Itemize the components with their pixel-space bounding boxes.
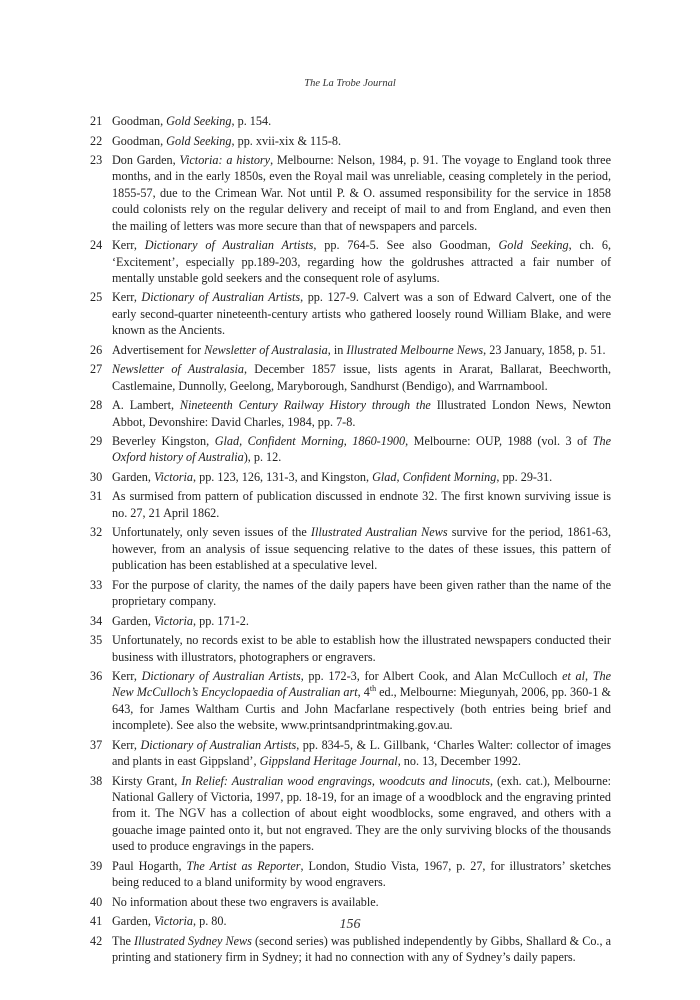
endnote-number: 38 xyxy=(90,773,103,788)
endnote-number: 25 xyxy=(90,290,103,305)
endnote-text: Garden, Victoria, pp. 123, 126, 131-3, and Kingston, Glad, Confident Morning, pp. 29-31. xyxy=(112,469,553,484)
endnote-35 xyxy=(90,632,611,665)
endnote-27 xyxy=(90,361,611,394)
endnote-24 xyxy=(90,237,611,286)
endnote-text: Don Garden, Victoria: a history, Melbourne: Nelson, 1984, p. 91. The voyage to England took three months, and in the early 1850s, even the Royal mail was unreliable, ceasing completely in the period, 1855-57, due to the Crimean War. Not until P. & O. assumed responsibility for the service in 1858 could colonists rely on the regular delivery and receipt of mail to and from England, and even then the mailing of letters was more secure than that of newspapers and parcels. xyxy=(112,153,611,233)
endnote-text: Beverley Kingston, Glad, Confident Morning, 1860-1900, Melbourne: OUP, 1988 (vol. 3 of The Oxford history of Australia), p. 12. xyxy=(112,434,611,465)
endnote-32 xyxy=(90,524,611,573)
endnote-number: 30 xyxy=(90,469,103,484)
endnote-text: Garden, Victoria, p. 80. xyxy=(112,914,227,929)
endnote-31 xyxy=(90,488,611,521)
endnote-38 xyxy=(90,773,611,855)
endnote-text: Kirsty Grant, In Relief: Australian wood engravings, woodcuts and linocuts, (exh. cat.), Melbourne: National Gallery of Victoria, 1997, pp. 18-19, for an image of a woodblock and the engraving printed from it. The NGV has a collection of about eight woodblocks, some engraved, and others with a gouache image painted onto it, but not engraved. They are the only surviving blocks of the thousands used to produce engravings in the papers. xyxy=(112,773,611,854)
endnote-text: Goodman, Gold Seeking, pp. xvii-xix & 115-8. xyxy=(112,133,342,148)
endnote-text: The Illustrated Sydney News (second series) was published independently by Gibbs, Shallard & Co., a printing and stationery firm in Sydney; it had no connection with any of Sydney’s daily papers. xyxy=(112,933,611,965)
endnote-text: Newsletter of Australasia, December 1857 issue, lists agents in Ararat, Ballarat, Beechworth, Castlemaine, Dunnolly, Geelong, Maryborough, Sandhurst (Bendigo), and Warrnambool. xyxy=(112,362,611,393)
endnote-37 xyxy=(90,737,611,770)
endnote-29 xyxy=(90,433,611,466)
endnote-33 xyxy=(90,577,611,610)
endnote-number: 24 xyxy=(90,238,103,253)
endnote-number: 29 xyxy=(90,434,103,449)
endnote-number: 42 xyxy=(90,933,103,948)
endnote-text: No information about these two engravers is available. xyxy=(112,894,379,909)
endnote-number: 36 xyxy=(90,669,103,683)
endnote-39 xyxy=(90,858,611,891)
endnote-number: 26 xyxy=(90,342,103,357)
endnote-text: Unfortunately, only seven issues of the Illustrated Australian News survive for the period, 1861-63, however, from an analysis of issue sequencing relative to the dates of these issues, this pattern of publication has been established at a speculative level. xyxy=(112,525,611,573)
endnote-text: Kerr, Dictionary of Australian Artists, pp. 764-5. See also Goodman, Gold Seeking, ch. 6, ‘Excitement’, especially pp.189-203, regarding how the goldrushes attracted a fair number of mentally unstable gold seekers and the consequent role of asylums. xyxy=(112,238,611,285)
endnote-text: Garden, Victoria, pp. 171-2. xyxy=(112,613,249,628)
endnote-number: 27 xyxy=(90,362,103,377)
endnote-number: 37 xyxy=(90,737,103,752)
endnote-40 xyxy=(90,894,611,910)
endnote-number: 22 xyxy=(90,133,103,148)
endnote-number: 32 xyxy=(90,525,103,540)
endnote-text: For the purpose of clarity, the names of the daily papers have been given rather than the name of the proprietary company. xyxy=(112,577,611,609)
endnote-21 xyxy=(90,113,611,129)
endnote-number: 39 xyxy=(90,858,103,873)
endnote-28 xyxy=(90,397,611,430)
endnote-26 xyxy=(90,342,611,358)
endnote-number: 31 xyxy=(90,489,103,504)
endnote-22 xyxy=(90,133,611,149)
endnote-text: Advertisement for Newsletter of Australasia, in Illustrated Melbourne News, 23 January, 1858, p. 51. xyxy=(112,342,606,357)
endnote-text: Kerr, Dictionary of Australian Artists, pp. 834-5, & L. Gillbank, ‘Charles Walter: collector of images and plants in east Gippsland’, Gippsland Heritage Journal, no. 13, December 1992. xyxy=(112,737,611,769)
endnote-number: 33 xyxy=(90,577,103,592)
endnote-25 xyxy=(90,289,611,338)
endnote-text: Kerr, Dictionary of Australian Artists, pp. 172-3, for Albert Cook, and Alan McCulloch et al, The New McCulloch’s Encyclopaedia of Australian art, 4th ed., Melbourne: Miegunyah, 2006, pp. 360-1 & 643, for James Waltham Curtis and John Macfarlane respectively (both entries being brief and incomplete). See also the website, www.printsandprintmaking.gov.au. xyxy=(112,669,612,733)
endnote-text: As surmised from pattern of publication discussed in endnote 32. The first known surviving issue is no. 27, 21 April 1862. xyxy=(112,489,611,520)
endnote-text: Goodman, Gold Seeking, p. 154. xyxy=(112,114,272,128)
endnote-36 xyxy=(90,668,611,734)
endnote-number: 23 xyxy=(90,153,103,167)
endnote-number: 34 xyxy=(90,613,103,628)
endnote-text: A. Lambert, Nineteenth Century Railway History through the Illustrated London News, Newton Abbot, Devonshire: David Charles, 1984, pp. 7-8. xyxy=(112,398,611,429)
endnote-text: Paul Hogarth, The Artist as Reporter, London, Studio Vista, 1967, p. 27, for illustrators’ sketches being reduced to a bland uniformity by wood engravers. xyxy=(112,858,612,890)
endnote-number: 35 xyxy=(90,633,103,648)
endnote-34 xyxy=(90,613,611,629)
endnote-30 xyxy=(90,469,611,485)
endnotes-list xyxy=(90,113,611,969)
endnote-number: 41 xyxy=(90,914,103,929)
endnote-number: 21 xyxy=(90,114,103,128)
endnote-23 xyxy=(90,152,611,234)
endnote-text: Unfortunately, no records exist to be able to establish how the illustrated newspapers conducted their business with illustrators, photographers or engravers. xyxy=(112,633,611,664)
endnote-number: 28 xyxy=(90,398,103,413)
endnote-number: 40 xyxy=(90,894,103,909)
endnote-42 xyxy=(90,933,611,966)
page-number: 156 xyxy=(339,917,361,932)
endnote-text: Kerr, Dictionary of Australian Artists, pp. 127-9. Calvert was a son of Edward Calvert, one of the early second-quarter nineteenth-century artists who gathered loosely round William Blake, and were known as the Ancients. xyxy=(112,290,611,338)
running-header: The La Trobe Journal xyxy=(304,78,396,89)
